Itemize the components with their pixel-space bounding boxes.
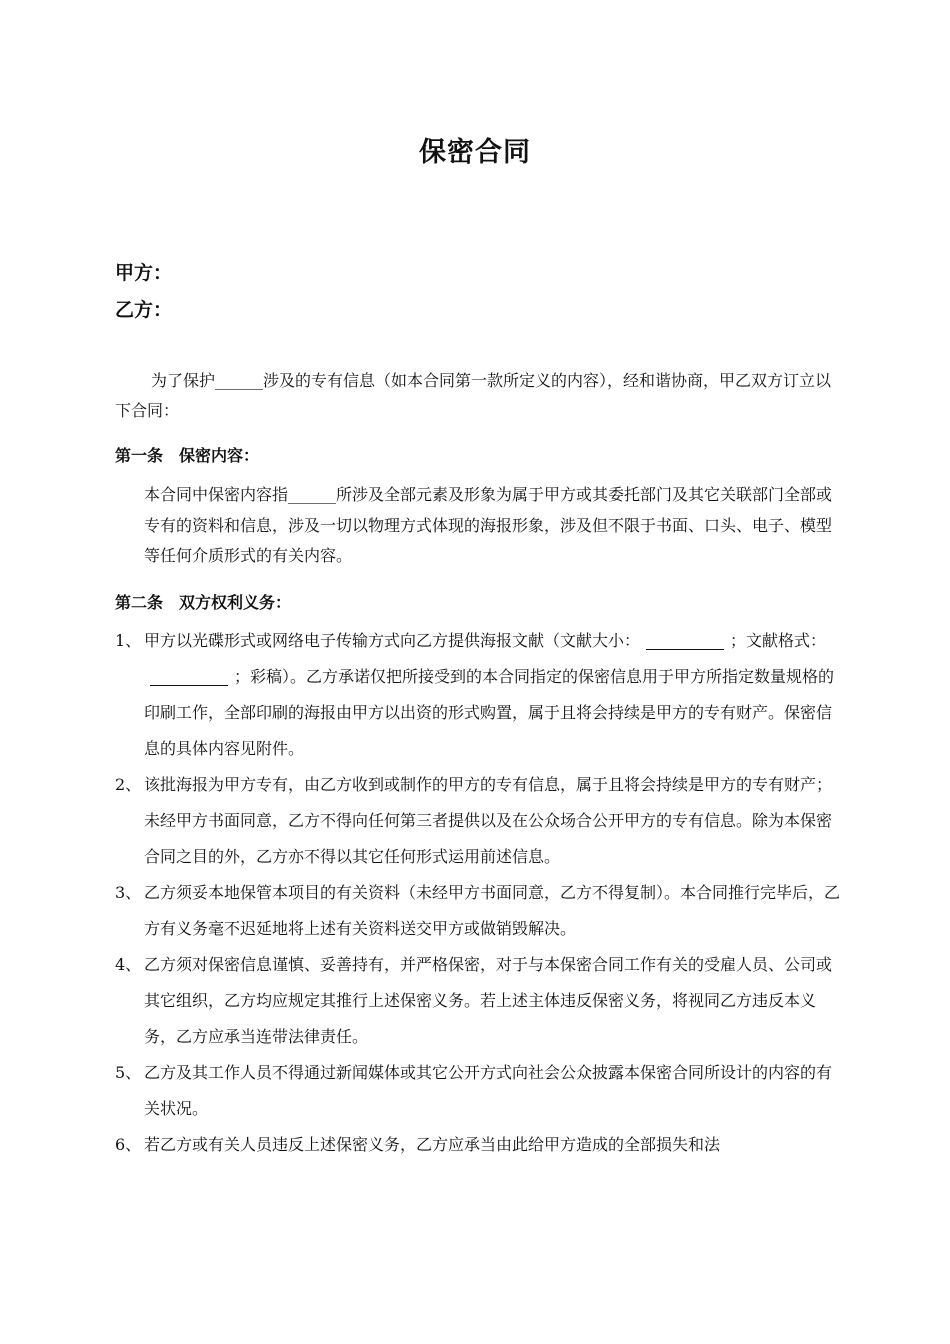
item-number: 2、 [115, 775, 142, 794]
item-number: 6、 [115, 1135, 142, 1154]
item-number: 1、 [115, 631, 142, 650]
item-text: 乙方须对保密信息谨慎、妥善持有，并严格保密，对于与本保密合同工作有关的受雇人员、公司或其它组织，乙方均应规定其推行上述保密义务。若上述主体违反保密义务，将视同乙方违反本义务，乙方应承当连带法律责任。 [144, 955, 833, 1046]
list-item [115, 623, 845, 767]
preamble-paragraph: 为了保护______涉及的专有信息（如本合同第一款所定义的内容），经和谐协商，甲乙双方订立以下合同： [115, 371, 832, 420]
list-item [115, 947, 845, 1055]
party-b-label: 乙方： [115, 299, 173, 321]
list-item [115, 875, 845, 947]
item-text: ；彩稿）。乙方承诺仅把所接受到的本合同指定的保密信息用于甲方所指定数量规格的印刷工作，全部印刷的海报由甲方以出资的形式购置，属于且将会持续是甲方的专有财产。保密信息的具体内容见附件。 [144, 667, 835, 758]
item-text: 乙方及其工作人员不得通过新闻媒体或其它公开方式向社会公众披露本保密合同所设计的内容的有关状况。 [144, 1063, 833, 1118]
article-1-heading: 第一条 保密内容： [115, 446, 260, 465]
item-text: 甲方以光碟形式或网络电子传输方式向乙方提供海报文献（文献大小： [144, 631, 641, 650]
blank-line [646, 631, 724, 650]
article-2-heading: 第二条 双方权利义务： [115, 593, 292, 612]
party-a-label: 甲方： [115, 262, 173, 284]
item-number: 5、 [115, 1063, 142, 1082]
list-item [115, 767, 845, 875]
item-text: 该批海报为甲方专有，由乙方收到或制作的甲方的专有信息，属于且将会持续是甲方的专有财产；未经甲方书面同意，乙方不得向任何第三者提供以及在公众场合公开甲方的专有信息。除为本保密合同之目的外，乙方亦不得以其它任何形式运用前述信息。 [144, 775, 833, 866]
blank-line [150, 667, 228, 686]
item-number: 3、 [115, 883, 142, 902]
item-text: 乙方须妥本地保管本项目的有关资料（未经甲方书面同意，乙方不得复制）。本合同推行完毕后，乙方有义务毫不迟延地将上述有关资料送交甲方或做销毁解决。 [144, 883, 841, 938]
item-text: 若乙方或有关人员违反上述保密义务，乙方应承当由此给甲方造成的全部损失和法 [144, 1135, 721, 1154]
article-2-items [115, 623, 845, 1163]
article-1-body: 本合同中保密内容指______所涉及全部元素及形象为属于甲方或其委托部门及其它关联部门全部或专有的资料和信息，涉及一切以物理方式体现的海报形象，涉及但不限于书面、口头、电子、模型等任何介质形式的有关内容。 [144, 485, 833, 565]
item-number: 4、 [115, 955, 142, 974]
list-item [115, 1055, 845, 1127]
document-title: 保密合同 [419, 137, 531, 168]
list-item [115, 1127, 845, 1163]
item-text: ；文献格式： [730, 631, 827, 650]
